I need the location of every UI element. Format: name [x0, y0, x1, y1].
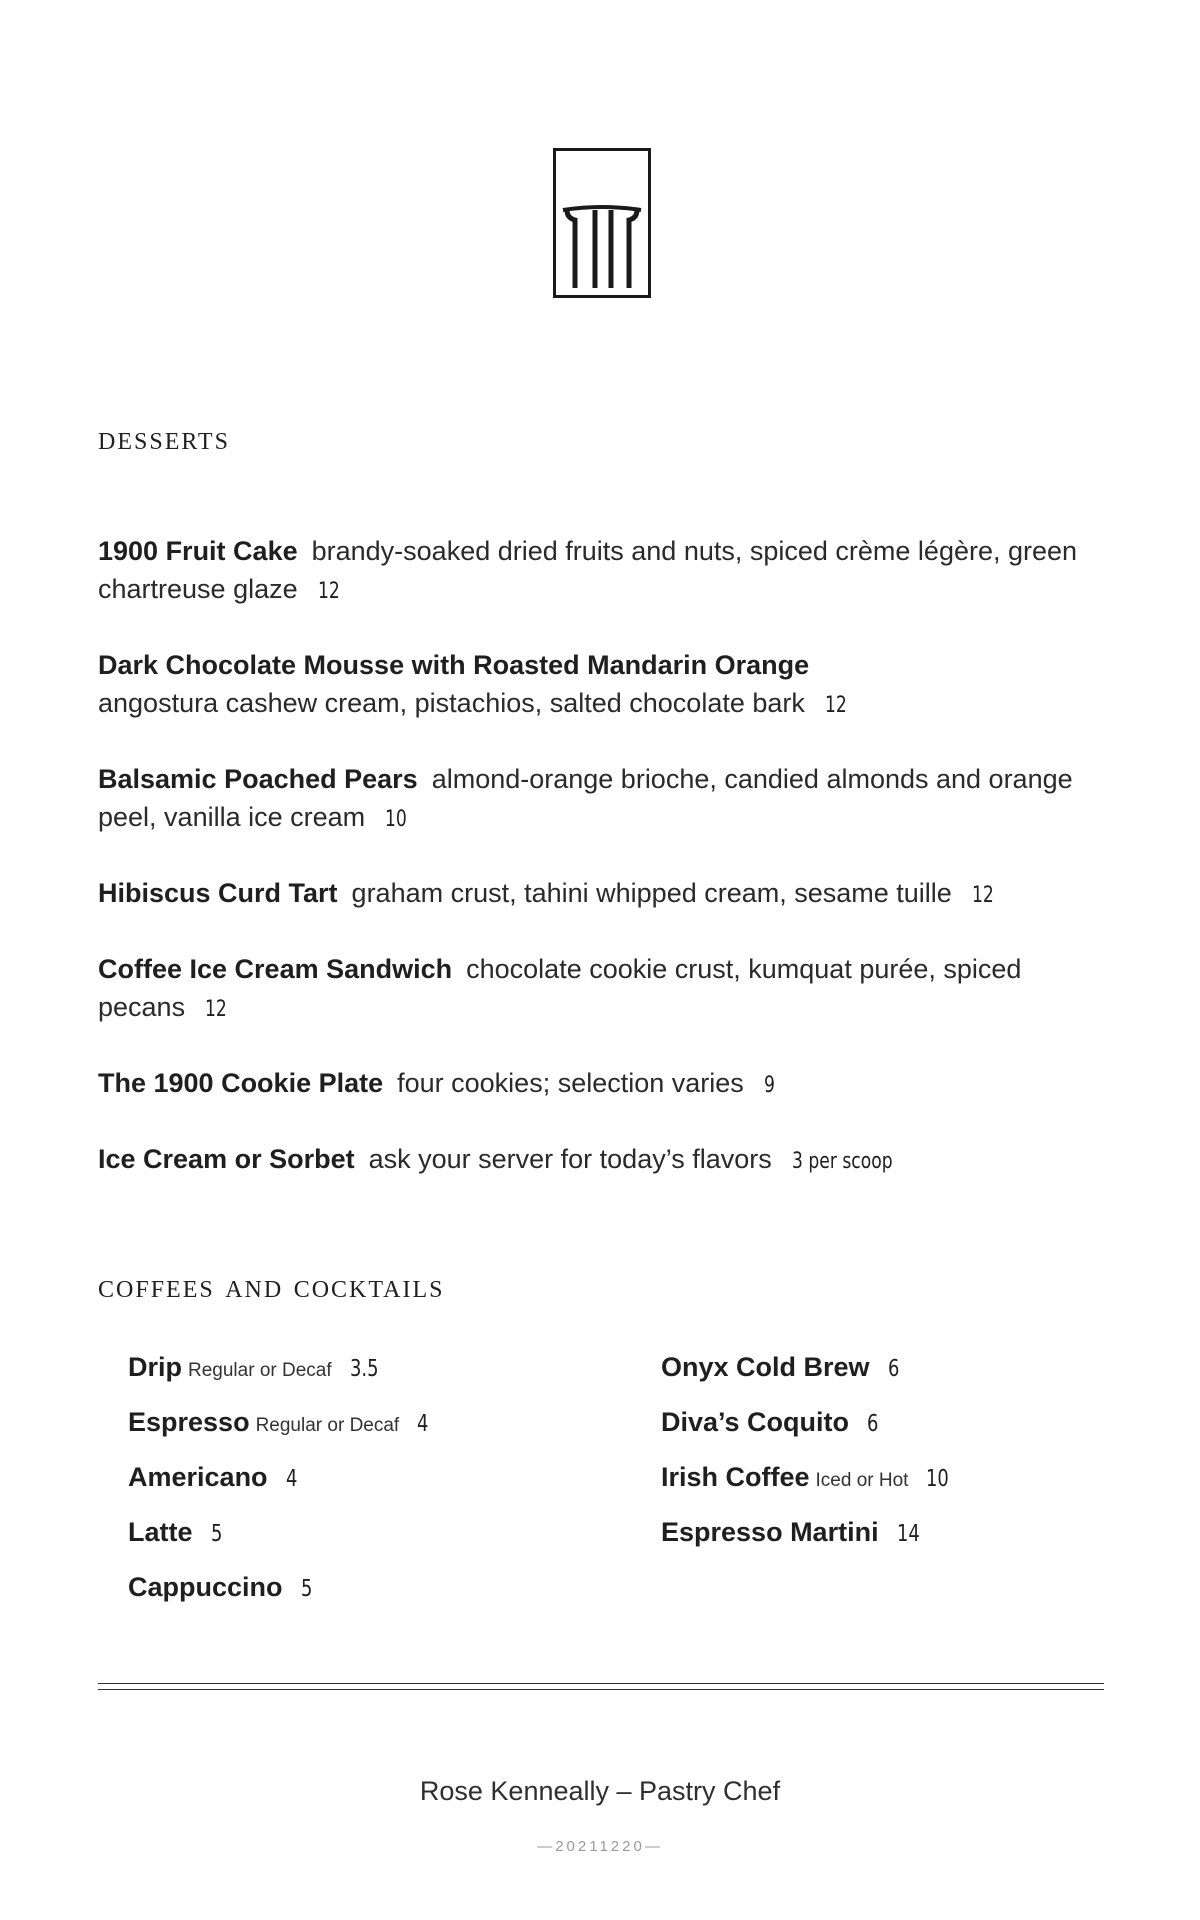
divider-rule	[98, 1689, 1104, 1690]
drink-item	[128, 1517, 432, 1572]
drink-note: Regular or Decaf	[188, 1360, 332, 1381]
dessert-item	[98, 760, 1108, 839]
drinks-right-column	[661, 1352, 956, 1572]
drinks-left-column	[128, 1352, 432, 1627]
drink-name: Irish Coffee	[661, 1462, 810, 1492]
dessert-name: The 1900 Cookie Plate	[98, 1068, 384, 1098]
drink-price: 4	[285, 1466, 297, 1492]
drink-name: Onyx Cold Brew	[661, 1352, 870, 1382]
drink-item	[128, 1407, 432, 1462]
dessert-price: 3 per scoop	[791, 1149, 893, 1174]
desserts-heading: desserts	[98, 420, 230, 457]
dessert-item	[98, 532, 1108, 611]
dessert-item	[98, 950, 1108, 1029]
dessert-item	[98, 1140, 1108, 1181]
dessert-description: chocolate cookie crust, kumquat purée, spiced pecans	[98, 954, 1022, 1022]
drink-item	[661, 1462, 956, 1517]
drink-name: Americano	[128, 1462, 268, 1492]
dessert-item	[98, 874, 1108, 915]
drink-item	[661, 1352, 956, 1407]
drink-price: 14	[896, 1521, 920, 1547]
dessert-description: four cookies; selection varies	[397, 1068, 744, 1098]
dessert-price: 12	[824, 693, 847, 718]
drink-item	[128, 1572, 432, 1627]
dessert-description: brandy-soaked dried fruits and nuts, spiced crème légère, green chartreuse glaze	[98, 536, 1078, 604]
dessert-name: Ice Cream or Sorbet	[98, 1144, 355, 1174]
dessert-description: ask your server for today’s flavors	[368, 1144, 772, 1174]
drink-name: Diva’s Coquito	[661, 1407, 850, 1437]
dessert-name: Balsamic Poached Pears	[98, 764, 418, 794]
dessert-price: 10	[385, 807, 407, 832]
drink-note: Regular or Decaf	[255, 1415, 400, 1436]
dessert-item	[98, 646, 1108, 725]
dessert-item	[98, 1064, 1108, 1105]
drink-price: 5	[300, 1576, 312, 1602]
drink-item	[661, 1407, 956, 1462]
dessert-price: 9	[763, 1073, 775, 1098]
drink-note: Iced or Hot	[815, 1470, 909, 1491]
dessert-price: 12	[317, 579, 340, 604]
drink-name: Drip	[128, 1352, 182, 1382]
dessert-name: Coffee Ice Cream Sandwich	[98, 954, 453, 984]
drink-price: 4	[417, 1411, 429, 1437]
drink-price: 6	[887, 1356, 899, 1382]
dessert-price: 12	[971, 883, 994, 908]
drink-item	[661, 1517, 956, 1572]
dessert-description: angostura cashew cream, pistachios, salted chocolate bark	[98, 688, 805, 718]
drink-item	[128, 1462, 432, 1517]
dessert-price: 12	[205, 997, 227, 1022]
drink-name: Espresso	[128, 1407, 250, 1437]
dessert-name: Dark Chocolate Mousse with Roasted Mandarin Orange	[98, 650, 810, 680]
menu-date-code: —20211220—	[537, 1838, 663, 1855]
drink-price: 10	[926, 1466, 950, 1492]
roman-column-m-icon	[553, 148, 651, 298]
dessert-description: almond-orange brioche, candied almonds and orange peel, vanilla ice cream	[98, 764, 1073, 832]
dessert-name: 1900 Fruit Cake	[98, 536, 298, 566]
drink-name: Latte	[128, 1517, 193, 1547]
drink-item	[128, 1352, 432, 1407]
dessert-name: Hibiscus Curd Tart	[98, 878, 338, 908]
dessert-description: graham crust, tahini whipped cream, sesame tuille	[351, 878, 952, 908]
drink-price: 5	[210, 1521, 222, 1547]
drink-price: 3.5	[349, 1356, 379, 1382]
drink-name: Espresso Martini	[661, 1517, 879, 1547]
drink-name: Cappuccino	[128, 1572, 283, 1602]
divider-rule	[98, 1683, 1104, 1684]
drink-price: 6	[867, 1411, 879, 1437]
coffees-heading: coffees and cocktails	[98, 1268, 445, 1305]
pastry-chef-credit: Rose Kenneally – Pastry Chef	[419, 1776, 781, 1806]
dessert-list	[98, 532, 1108, 1216]
